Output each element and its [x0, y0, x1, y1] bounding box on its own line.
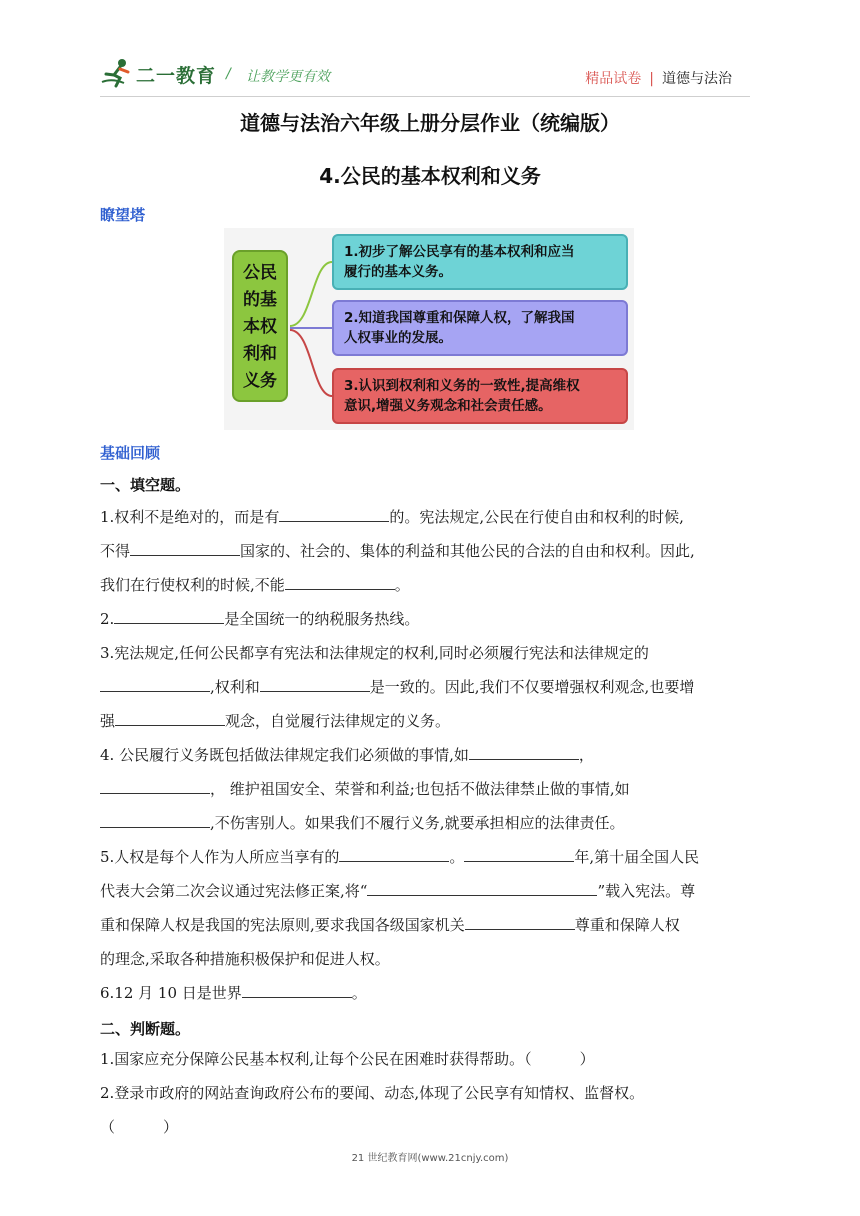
text: ,不伤害别人。如果我们不履行义务,就要承担相应的法律责任。: [210, 814, 625, 832]
text: 我们在行使权利的时候,不能: [100, 576, 285, 594]
question-2: [100, 602, 760, 636]
text: 重和保障人权是我国的宪法原则,要求我国各级国家机关: [100, 916, 465, 934]
text: 是全国统一的纳税服务热线。: [224, 610, 420, 628]
text: 3.宪法规定,任何公民都享有宪法和法律规定的权利,同时必须履行宪法和法律规定的: [100, 644, 649, 662]
objective-line: 3.认识到权利和义务的一致性,提高维权: [344, 378, 580, 394]
text: 。: [351, 984, 367, 1002]
runner-logo-icon: [100, 58, 136, 88]
slogan: 让教学更有效: [246, 69, 330, 85]
question-5: [100, 840, 760, 976]
text: 尊重和保障人权: [574, 916, 680, 934]
answer-blank[interactable]: [339, 843, 449, 862]
answer-blank[interactable]: [367, 877, 597, 896]
text: 不得: [100, 542, 131, 560]
answer-blank[interactable]: [464, 843, 574, 862]
text: 的。宪法规定,公民在行使自由和权利的时候,: [389, 508, 684, 526]
text: 4. 公民履行义务既包括做法律规定我们必须做的事情,如: [100, 746, 469, 764]
objectives-diagram: [224, 228, 634, 430]
answer-blank[interactable]: [469, 741, 579, 760]
root-line: 本权: [243, 317, 277, 337]
answer-blank[interactable]: [115, 707, 225, 726]
answer-blank[interactable]: [260, 673, 370, 692]
page-title: 道德与法治六年级上册分层作业（统编版）: [240, 111, 620, 135]
text: 2.登录市政府的网站查询政府公布的要闻、动态,体现了公民享有知情权、监督权。: [100, 1084, 645, 1102]
answer-blank[interactable]: [285, 571, 395, 590]
root-line: 义务: [243, 371, 277, 391]
header-separator: |: [649, 71, 654, 87]
header-subject: 道德与法治: [662, 71, 732, 87]
text: 1.权利不是绝对的，而是有: [100, 508, 280, 526]
text: ， 维护祖国安全、荣誉和利益;也包括不做法律禁止做的事情,如: [210, 780, 630, 798]
page-header: [100, 56, 750, 96]
text: 5.人权是每个人作为人所应当享有的: [100, 848, 340, 866]
judgment-question-2: [100, 1076, 760, 1144]
answer-blank[interactable]: [130, 537, 240, 556]
header-right: [585, 68, 732, 88]
text: ”载入宪法。尊: [597, 882, 696, 900]
section-judgment-heading: 二、判断题。: [100, 1020, 191, 1038]
text: 2.: [100, 610, 115, 628]
objective-line: 意识,增强义务观念和社会责任感。: [344, 398, 552, 414]
text: ，: [578, 746, 594, 764]
page-footer: 21 世纪教育网(www.21cnjy.com): [351, 1153, 509, 1164]
answer-blank[interactable]: [114, 605, 224, 624]
objective-line: 1.初步了解公民享有的基本权利和应当: [344, 244, 575, 260]
objective-1: [332, 234, 628, 290]
text: 1.国家应充分保障公民基本权利,让每个公民在困难时获得帮助。（: [100, 1050, 532, 1068]
text: 。: [449, 848, 465, 866]
root-line: 公民: [243, 263, 277, 283]
text: 观念，自觉履行法律规定的义务。: [225, 712, 451, 730]
header-divider: [100, 96, 750, 97]
slogan-separator: /: [226, 66, 231, 82]
question-4: [100, 738, 760, 840]
answer-blank[interactable]: [100, 809, 210, 828]
objective-2: [332, 300, 628, 356]
text: ）: [163, 1118, 179, 1136]
text: 的理念,采取各种措施积极保护和促进人权。: [100, 950, 390, 968]
question-1: [100, 500, 760, 602]
text: 6.12 月 10 日是世界: [100, 984, 242, 1002]
root-line: 的基: [243, 290, 277, 310]
answer-blank[interactable]: [242, 979, 352, 998]
logo-text: 二一教育: [136, 65, 217, 87]
root-line: 利和: [243, 344, 277, 364]
diagram-root: [232, 250, 288, 402]
text: 代表大会第二次会议通过宪法修正案,将“: [100, 882, 368, 900]
text: ,权利和: [210, 678, 260, 696]
section-fill-blank-heading: 一、填空题。: [100, 476, 191, 494]
text: 强: [100, 712, 116, 730]
watchtower-label: 瞭望塔: [100, 206, 146, 224]
review-label: 基础回顾: [100, 444, 161, 462]
text: （: [100, 1118, 116, 1136]
lesson-title: 4.公民的基本权利和义务: [319, 164, 541, 188]
header-tag: 精品试卷: [585, 71, 642, 87]
objective-line: 人权事业的发展。: [344, 330, 452, 346]
text: 国家的、社会的、集体的利益和其他公民的合法的自由和权利。因此,: [240, 542, 695, 560]
text: 。: [394, 576, 410, 594]
text: 是一致的。因此,我们不仅要增强权利观念,也要增: [369, 678, 695, 696]
question-3: [100, 636, 760, 738]
answer-blank[interactable]: [465, 911, 575, 930]
objective-line: 履行的基本义务。: [344, 264, 452, 280]
answer-blank[interactable]: [279, 503, 389, 522]
answer-blank[interactable]: [100, 673, 210, 692]
question-6: [100, 976, 760, 1010]
text: 年,第十届全国人民: [574, 848, 700, 866]
objective-line: 2.知道我国尊重和保障人权，了解我国: [344, 310, 575, 326]
objective-3: [332, 368, 628, 424]
judgment-question-1: [100, 1042, 760, 1076]
text: ）: [579, 1050, 595, 1068]
answer-blank[interactable]: [100, 775, 210, 794]
